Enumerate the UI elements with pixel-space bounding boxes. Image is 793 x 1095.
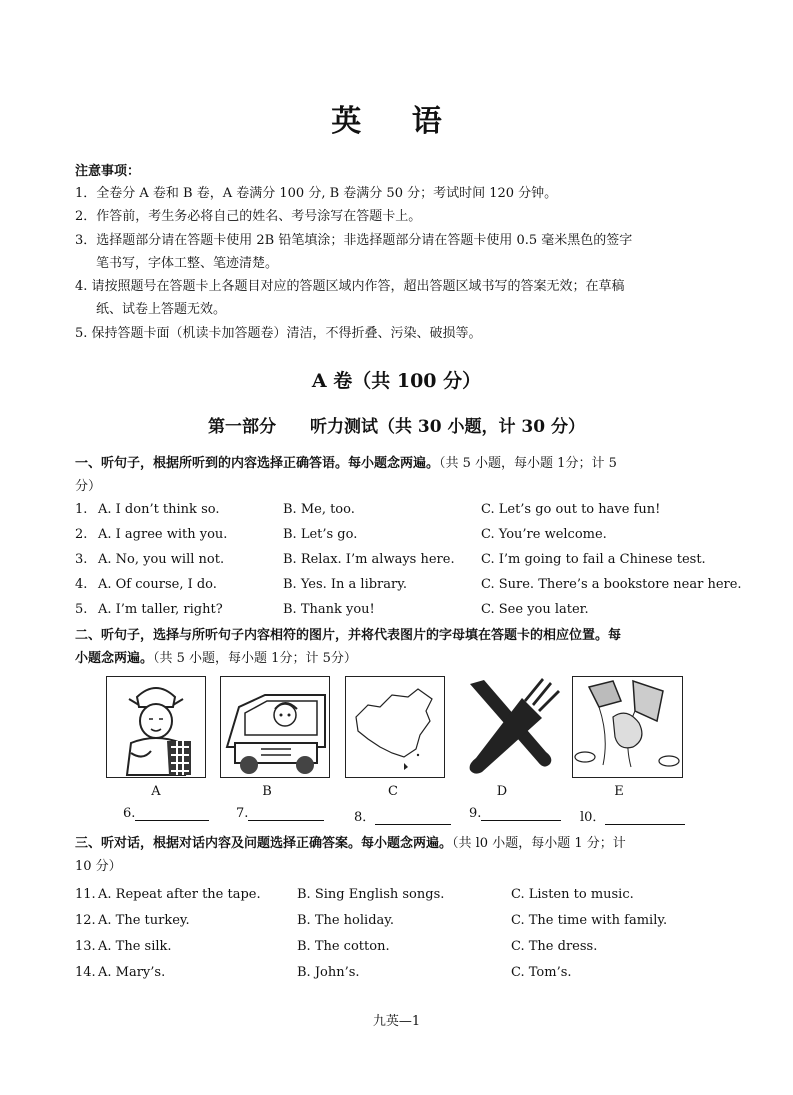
option-c[interactable]: C. Listen to music. — [511, 887, 634, 902]
option-a[interactable]: A. I’m taller, right? — [98, 602, 223, 617]
question-row — [75, 502, 735, 524]
part1-title: 第一部分 听力测试（共 30 小题，计 30 分） — [208, 417, 585, 437]
question-number: 1. — [75, 502, 88, 517]
question-number: 13. — [75, 939, 96, 954]
option-a[interactable]: A. No, you will not. — [98, 552, 225, 567]
option-a[interactable]: A. Repeat after the tape. — [98, 887, 261, 902]
option-a[interactable]: A. Mary’s. — [98, 965, 166, 980]
answer-blank-6[interactable]: 6. — [123, 806, 209, 821]
question-number: 4. — [75, 577, 88, 592]
picture-d-knife-fork-icon — [460, 676, 560, 776]
question-row — [75, 602, 735, 624]
note-item-1: 1．全卷分 A 卷和 B 卷，A 卷满分 100 分, B 卷满分 50 分；考试时间 120 分钟。 — [75, 186, 558, 201]
question-row — [75, 577, 742, 599]
option-c[interactable]: C. The time with family. — [511, 913, 668, 928]
option-c[interactable]: C. I’m going to fail a Chinese test. — [481, 552, 706, 567]
question-number: 11. — [75, 887, 96, 902]
notes-heading: 注意事项： — [75, 164, 141, 179]
option-c[interactable]: C. Let’s go out to have fun! — [481, 502, 661, 517]
note-item-2: 2．作答前，考生务必将自己的姓名、考号涂写在答题卡上。 — [75, 209, 422, 224]
picture-e-kite-icon — [572, 676, 683, 778]
section3-heading: 三、听对话，根据对话内容及问题选择正确答案。每小题念两遍。（共 l0 小题，每小题 1 分；计 10 分） — [75, 836, 626, 874]
picture-label-b: B — [262, 784, 272, 799]
option-b[interactable]: B. Sing English songs. — [297, 887, 445, 902]
picture-label-d: D — [496, 784, 508, 799]
question-row — [75, 939, 735, 961]
option-c[interactable]: C. You’re welcome. — [481, 527, 607, 542]
question-number: 14. — [75, 965, 96, 980]
document-title: 英 语 — [331, 104, 462, 139]
option-b[interactable]: B. Yes. In a library. — [283, 577, 407, 592]
note-item-5: 5. 保持答题卡面（机读卡加答题卷）清洁，不得折叠、污染、破损等。 — [75, 326, 482, 341]
option-c[interactable]: C. The dress. — [511, 939, 598, 954]
picture-label-c: C — [388, 784, 398, 799]
answer-blank-7[interactable]: 7. — [236, 806, 324, 821]
option-b[interactable]: B. John’s. — [297, 965, 360, 980]
question-row — [75, 552, 735, 574]
option-b[interactable]: B. The cotton. — [297, 939, 390, 954]
question-number: 5. — [75, 602, 88, 617]
picture-label-e: E — [614, 784, 624, 799]
option-c[interactable]: C. Tom’s. — [511, 965, 572, 980]
option-a[interactable]: A. Of course, I do. — [98, 577, 217, 592]
question-row — [75, 965, 735, 987]
option-b[interactable]: B. Relax. I’m always here. — [283, 552, 455, 567]
note-item-3: 3．选择题部分请在答题卡使用 2B 铅笔填涂；非选择题部分请在答题卡使用 0.5 毫米黑色的签字 笔书写，字体工整、笔迹清楚。 — [75, 233, 633, 271]
answer-blank-10[interactable]: l0． — [580, 806, 685, 825]
option-c[interactable]: C. See you later. — [481, 602, 589, 617]
section2-heading: 二、听句子，选择与所听句子内容相符的图片，并将代表图片的字母填在答题卡的相应位置。每 小题念两遍。（共 5 小题，每小题 1分；计 5分） — [75, 628, 622, 666]
option-b[interactable]: B. Let’s go. — [283, 527, 358, 542]
option-a[interactable]: A. The silk. — [98, 939, 172, 954]
question-row — [75, 913, 735, 935]
note-item-4: 4. 请按照题号在答题卡上各题目对应的答题区域内作答，超出答题区域书写的答案无效；在草稿 纸、试卷上答题无效。 — [75, 279, 625, 317]
option-c[interactable]: C. Sure. There’s a bookstore near here. — [481, 577, 742, 592]
option-a[interactable]: A. I don’t think so. — [98, 502, 220, 517]
option-b[interactable]: B. The holiday. — [297, 913, 395, 928]
question-number: 12. — [75, 913, 96, 928]
picture-label-a: A — [151, 784, 161, 799]
option-a[interactable]: A. I agree with you. — [98, 527, 228, 542]
question-row — [75, 527, 735, 549]
picture-b-car-icon — [220, 676, 330, 778]
question-row — [75, 887, 735, 909]
question-number: 3. — [75, 552, 88, 567]
answer-blank-9[interactable]: 9. — [469, 806, 561, 821]
picture-a-person-icon — [106, 676, 206, 778]
option-b[interactable]: B. Me, too. — [283, 502, 355, 517]
option-a[interactable]: A. The turkey. — [98, 913, 190, 928]
question-number: 2. — [75, 527, 88, 542]
picture-c-map-icon — [345, 676, 445, 778]
section1-heading: 一、听句子，根据所听到的内容选择正确答语。每小题念两遍。（共 5 小题，每小题 1分；计 5 分） — [75, 456, 617, 494]
option-b[interactable]: B. Thank you! — [283, 602, 375, 617]
answer-blank-8[interactable]: 8． — [354, 806, 451, 825]
page-footer: 九英—1 — [372, 1014, 421, 1029]
volume-a-title: A 卷（共 100 分） — [311, 370, 482, 392]
